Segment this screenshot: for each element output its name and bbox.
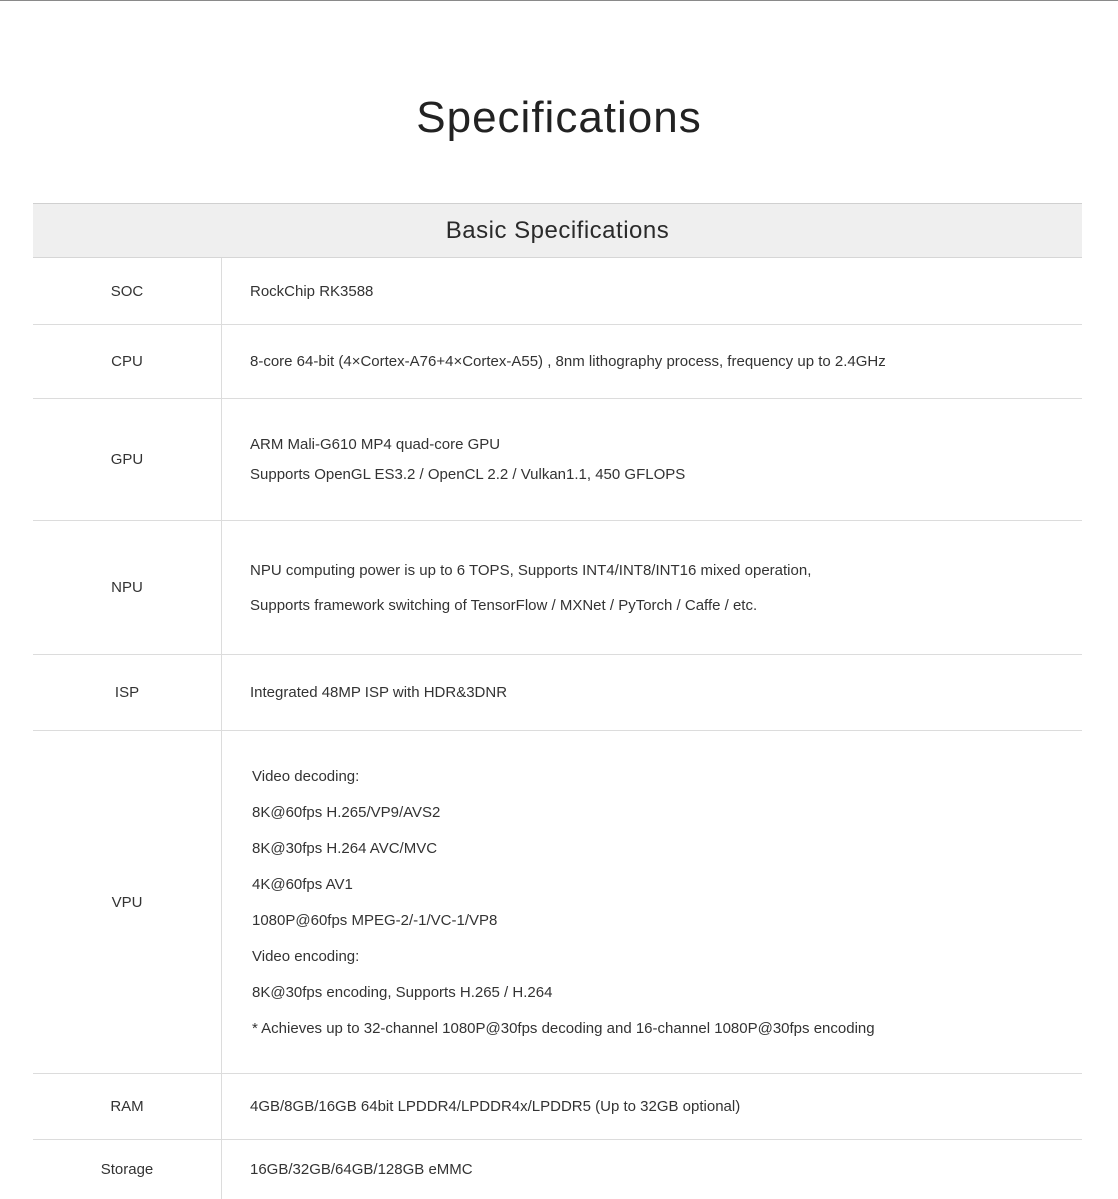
spec-label: RAM — [33, 1074, 222, 1139]
spec-value-line: Video decoding: — [252, 767, 360, 785]
spec-row-isp — [33, 655, 1082, 731]
spec-value-line: 8K@30fps encoding, Supports H.265 / H.264 — [252, 983, 553, 1001]
spec-value — [222, 325, 1082, 398]
spec-row-soc — [33, 258, 1082, 325]
spec-value-line: ARM Mali-G610 MP4 quad-core GPU — [250, 436, 501, 453]
spec-label: Storage — [33, 1140, 222, 1199]
spec-value — [222, 1074, 1082, 1139]
page-title: Specifications — [416, 93, 702, 142]
spec-value — [222, 258, 1082, 324]
spec-value-line: Video encoding: — [252, 947, 360, 965]
spec-row-storage — [33, 1140, 1082, 1199]
table-header: Basic Specifications — [33, 204, 1082, 258]
spec-label: VPU — [33, 731, 222, 1073]
spec-value-line: Supports OpenGL ES3.2 / OpenCL 2.2 / Vulkan1.1, 450 GFLOPS — [250, 466, 686, 483]
spec-value — [222, 1140, 1082, 1199]
spec-label: GPU — [33, 399, 222, 520]
top-divider — [0, 0, 1118, 1]
spec-value-line: 16GB/32GB/64GB/128GB eMMC — [250, 1161, 473, 1178]
spec-value-line: 4K@60fps AV1 — [252, 875, 353, 893]
spec-value — [222, 399, 1082, 520]
spec-label: NPU — [33, 521, 222, 654]
spec-value-line: 8K@30fps H.264 AVC/MVC — [252, 839, 438, 857]
spec-row-npu — [33, 521, 1082, 655]
spec-label: SOC — [33, 258, 222, 324]
spec-row-ram — [33, 1074, 1082, 1140]
spec-value-line: 8K@60fps H.265/VP9/AVS2 — [252, 803, 441, 821]
spec-row-cpu — [33, 325, 1082, 399]
spec-label: CPU — [33, 325, 222, 398]
spec-label: ISP — [33, 655, 222, 730]
spec-value — [222, 655, 1082, 730]
spec-table — [33, 203, 1082, 1199]
spec-value-line: 1080P@60fps MPEG-2/-1/VC-1/VP8 — [252, 911, 498, 929]
spec-row-vpu — [33, 731, 1082, 1074]
spec-value-line: 4GB/8GB/16GB 64bit LPDDR4/LPDDR4x/LPDDR5 (Up to 32GB optional) — [250, 1098, 741, 1115]
spec-value-line: Integrated 48MP ISP with HDR&3DNR — [250, 684, 508, 701]
spec-value-line: NPU computing power is up to 6 TOPS, Supports INT4/INT8/INT16 mixed operation, — [250, 561, 812, 579]
spec-value-line: RockChip RK3588 — [250, 282, 374, 300]
spec-value-line: * Achieves up to 32-channel 1080P@30fps decoding and 16-channel 1080P@30fps encoding — [252, 1019, 875, 1037]
spec-value-line: Supports framework switching of TensorFlow / MXNet / PyTorch / Caffe / etc. — [250, 596, 758, 614]
spec-value — [222, 731, 1082, 1073]
spec-row-gpu — [33, 399, 1082, 521]
spec-value-line: 8-core 64-bit (4×Cortex-A76+4×Cortex-A55) , 8nm lithography process, frequency up to 2.4GHz — [250, 353, 886, 370]
spec-value — [222, 521, 1082, 654]
